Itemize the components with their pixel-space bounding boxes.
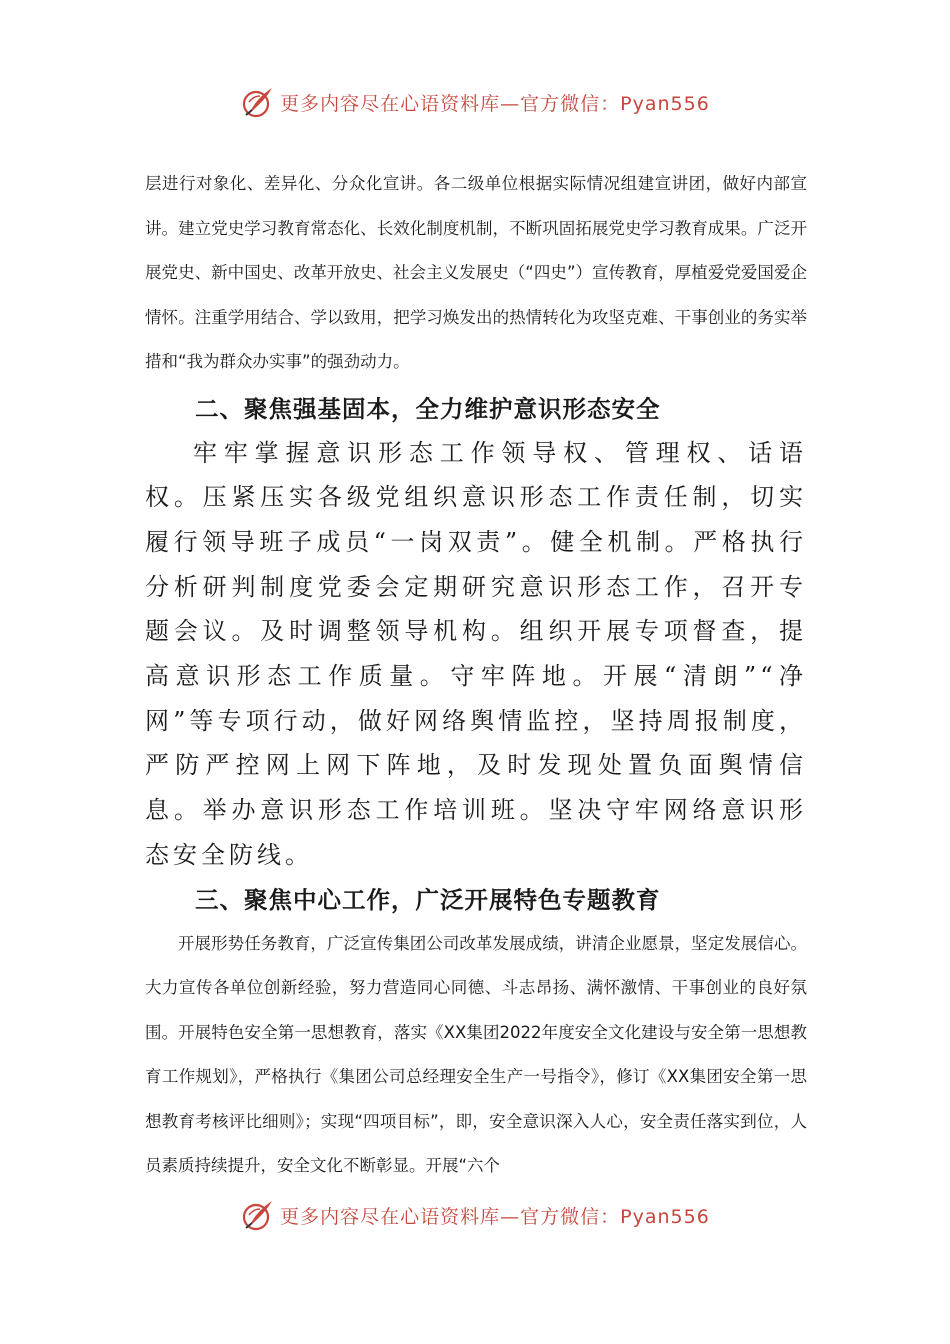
header-banner: [0, 82, 950, 122]
footer-wechat-id: Pyan556: [620, 1205, 710, 1228]
header-wechat-id: Pyan556: [620, 92, 710, 115]
document-body: [145, 162, 807, 1189]
paragraph-1: 层进行对象化、差异化、分众化宣讲。各二级单位根据实际情况组建宣讲团，做好内部宣讲。建立党史学习教育常态化、长效化制度机制，不断巩固拓展党史学习教育成果。广泛开展党史、新中国史、改革开放史、社会主义发展史（“四史”）宣传教育，厚植爱党爱国爱企情怀。注重学用结合、学以致用，把学习焕发出的热情转化为攻坚克难、干事创业的务实举措和“我为群众办实事”的强劲动力。: [145, 174, 807, 371]
quill-logo-icon: [240, 84, 276, 120]
quill-logo-icon: [240, 1197, 276, 1233]
footer-banner: [0, 1195, 950, 1235]
section-heading-2: 二、聚焦强基固本，全力维护意识形态安全: [195, 394, 661, 423]
footer-slogan: 更多内容尽在心语资料库—官方微信：: [280, 1205, 621, 1228]
footer-banner-text: [280, 1202, 710, 1229]
paragraph-2: 牢牢掌握意识形态工作领导权、管理权、话语权。压紧压实各级党组织意识形态工作责任制，切实履行领导班子成员“一岗双责”。健全机制。严格执行分析研判制度党委会定期研究意识形态工作，召开专题会议。及时调整领导机构。组织开展专项督查，提高意识形态工作质量。守牢阵地。开展“清朗”“净网”等专项行动，做好网络舆情监控，坚持周报制度，严防严控网上网下阵地，及时发现处置负面舆情信息。举办意识形态工作培训班。坚决守牢网络意识形态安全防线。: [145, 438, 807, 869]
section-heading-3: 三、聚焦中心工作，广泛开展特色专题教育: [195, 885, 661, 914]
header-banner-text: [280, 89, 710, 116]
paragraph-3: 开展形势任务教育，广泛宣传集团公司改革发展成绩，讲清企业愿景，坚定发展信心。大力宣传各单位创新经验，努力营造同心同德、斗志昂扬、满怀激情、干事创业的良好氛围。开展特色安全第一思想教育，落实《XX集团2022年度安全文化建设与安全第一思想教育工作规划》，严格执行《集团公司总经理安全生产一号指令》，修订《XX集团安全第一思想教育考核评比细则》；实现“四项目标”，即，安全意识深入人心，安全责任落实到位，人员素质持续提升，安全文化不断彰显。开展“六个: [145, 933, 807, 1176]
header-slogan: 更多内容尽在心语资料库—官方微信：: [280, 92, 621, 115]
